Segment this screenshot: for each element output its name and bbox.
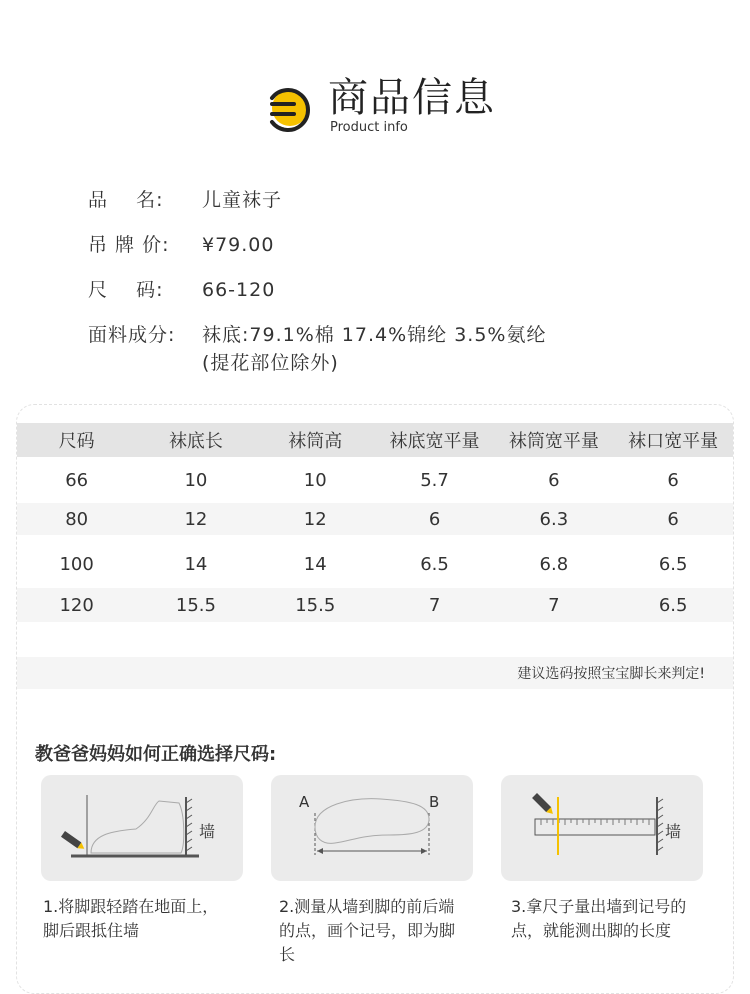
table-cell: 12 — [184, 508, 208, 530]
table-header-cell: 尺码 — [58, 431, 95, 452]
info-label: 尺 码: — [88, 279, 164, 301]
page-subtitle: Product info — [330, 120, 408, 135]
wall-label: 墙 — [199, 822, 216, 841]
product-info-icon — [262, 84, 314, 136]
info-row-price — [88, 231, 728, 276]
table-cell: 14 — [303, 553, 327, 575]
table-cell: 80 — [65, 508, 89, 530]
page-title: 商品信息 — [328, 75, 496, 121]
table-cell: 10 — [303, 469, 327, 491]
table-cell: 12 — [303, 508, 327, 530]
step-1-illustration — [41, 775, 243, 881]
step-1-text: 1.将脚跟轻踏在地面上，脚后跟抵住墙 — [43, 897, 219, 940]
table-cell: 6 — [548, 469, 560, 491]
table-cell: 5.7 — [420, 469, 449, 491]
wall-label: 墙 — [665, 822, 682, 841]
table-header-cell: 袜底宽平量 — [389, 431, 480, 452]
table-cell: 6.5 — [658, 594, 688, 616]
table-cell: 6.5 — [658, 553, 688, 575]
info-label: 品 名: — [88, 189, 164, 211]
info-value: ¥79.00 — [202, 234, 275, 256]
page-header — [0, 70, 750, 140]
table-row — [17, 588, 733, 622]
size-note: 建议选码按照宝宝脚长来判定! — [517, 666, 705, 682]
table-cell: 6.3 — [539, 508, 569, 530]
info-label: 面料成分: — [88, 324, 176, 346]
table-cell: 14 — [184, 553, 208, 575]
info-row-material — [88, 321, 728, 381]
size-table — [17, 423, 733, 616]
table-cell: 120 — [59, 594, 94, 616]
info-value — [202, 321, 702, 377]
table-header-cell: 袜口宽平量 — [628, 431, 719, 452]
table-row — [17, 460, 733, 500]
info-value: 66-120 — [202, 279, 276, 301]
foot-outline-icon — [271, 775, 473, 881]
product-info-list — [88, 186, 728, 381]
size-card — [16, 404, 734, 994]
table-header-cell: 袜筒高 — [288, 431, 343, 452]
table-cell: 6.5 — [420, 553, 449, 575]
table-cell: 6 — [667, 508, 679, 530]
table-row — [17, 544, 733, 584]
info-row-size — [88, 276, 728, 321]
info-value: 儿童袜子 — [202, 189, 283, 211]
info-label: 吊 牌 价: — [88, 234, 170, 256]
table-header-row — [17, 423, 733, 457]
table-cell: 6 — [428, 508, 441, 530]
table-cell: 7 — [548, 594, 560, 616]
point-a-label: A — [299, 793, 310, 811]
table-header-cell: 袜筒宽平量 — [508, 431, 599, 452]
table-cell: 6.8 — [539, 553, 569, 575]
step-2-text: 2.测量从墙到脚的前后端的点，画个记号，即为脚长 — [279, 897, 456, 964]
table-cell: 100 — [59, 553, 94, 575]
table-cell: 10 — [184, 469, 208, 491]
table-header-cell: 袜底长 — [168, 431, 223, 452]
step-3-text: 3.拿尺子量出墙到记号的点，就能测出脚的长度 — [511, 897, 687, 940]
material-line-2: (提花部位除外) — [202, 352, 339, 374]
guide-title: 教爸爸妈妈如何正确选择尺码: — [35, 744, 277, 765]
table-cell: 15.5 — [175, 594, 216, 616]
table-cell: 66 — [65, 469, 89, 491]
step-3-illustration — [501, 775, 703, 881]
info-row-name — [88, 186, 728, 231]
table-cell: 6 — [667, 469, 679, 491]
table-cell: 15.5 — [295, 594, 336, 616]
point-b-label: B — [429, 793, 440, 811]
table-cell: 7 — [428, 594, 441, 616]
step-2-illustration — [271, 775, 473, 881]
size-note-bar — [17, 657, 733, 689]
material-line-1: 袜底:79.1%棉 17.4%锦纶 3.5%氨纶 — [202, 324, 547, 346]
table-row — [17, 503, 733, 535]
